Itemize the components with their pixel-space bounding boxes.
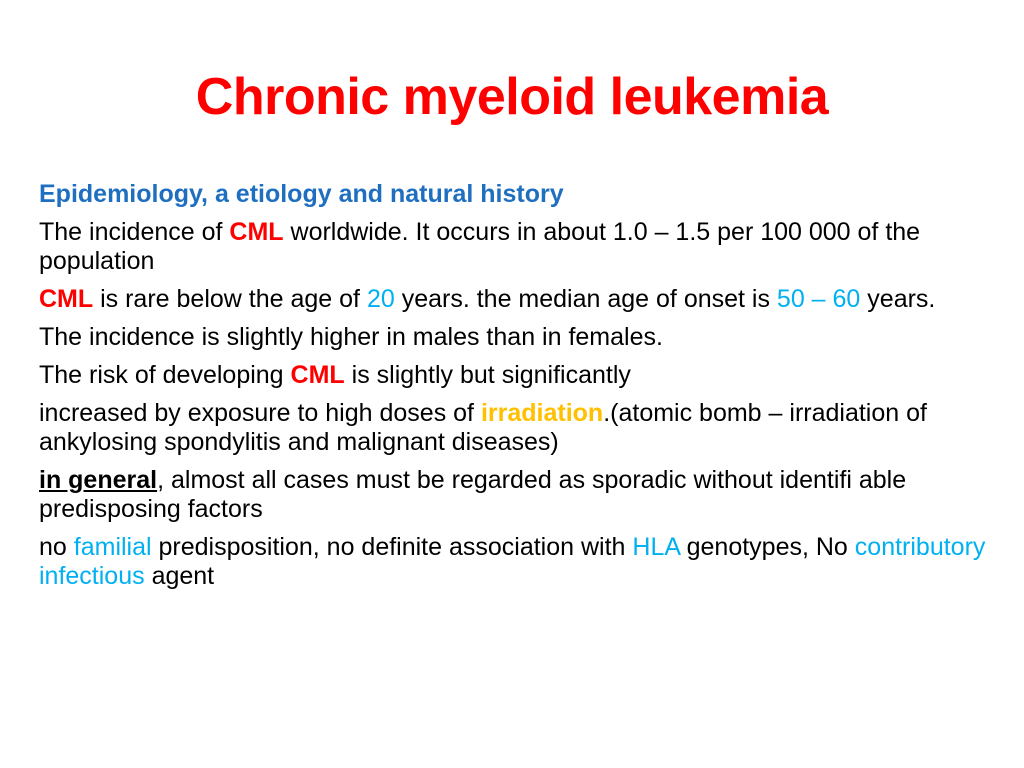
paragraph-risk — [39, 361, 989, 390]
paragraph-predisposition — [39, 533, 989, 591]
text: .(atomic bomb – irradiation of ankylosing spondylitis and malignant diseases) — [39, 399, 927, 456]
slide-body — [39, 180, 989, 600]
text: no — [39, 533, 74, 561]
text: increased by exposure to high doses of — [39, 399, 481, 427]
paragraph-irradiation — [39, 399, 989, 457]
text: years. the median age of onset is — [394, 285, 777, 313]
paragraph-age — [39, 285, 989, 314]
text: is rare below the age of — [93, 285, 367, 313]
paragraph-sex: The incidence is slightly higher in males than in females. — [39, 323, 663, 351]
age-range: 50 – 60 — [776, 285, 861, 313]
text: The incidence of — [39, 218, 230, 246]
familial-term: familial — [73, 533, 152, 561]
slide-title: Chronic myeloid leukemia — [195, 68, 829, 126]
paragraph-incidence — [39, 218, 989, 276]
in-general-term: in general — [39, 466, 158, 494]
hla-term: HLA — [632, 533, 680, 561]
text: , almost all cases must be regarded as sporadic without identifi able predisposing factors — [39, 466, 907, 523]
text: years. — [860, 285, 936, 313]
section-heading: Epidemiology, a etiology and natural history — [39, 180, 564, 208]
text: The risk of developing — [39, 361, 291, 389]
cml-term: CML — [290, 361, 345, 389]
age-value: 20 — [366, 285, 395, 313]
text: predisposition, no definite association with — [151, 533, 633, 561]
infectious-agent-term: contributory infectious — [39, 533, 986, 590]
text: worldwide. It occurs in about 1.0 – 1.5 per 100 000 of the population — [39, 218, 921, 275]
text: agent — [144, 562, 215, 590]
text: genotypes, No — [679, 533, 855, 561]
cml-term: CML — [39, 285, 94, 313]
cml-term: CML — [229, 218, 284, 246]
paragraph-general — [39, 466, 989, 524]
text: is slightly but significantly — [344, 361, 631, 389]
irradiation-term: irradiation — [480, 399, 604, 427]
